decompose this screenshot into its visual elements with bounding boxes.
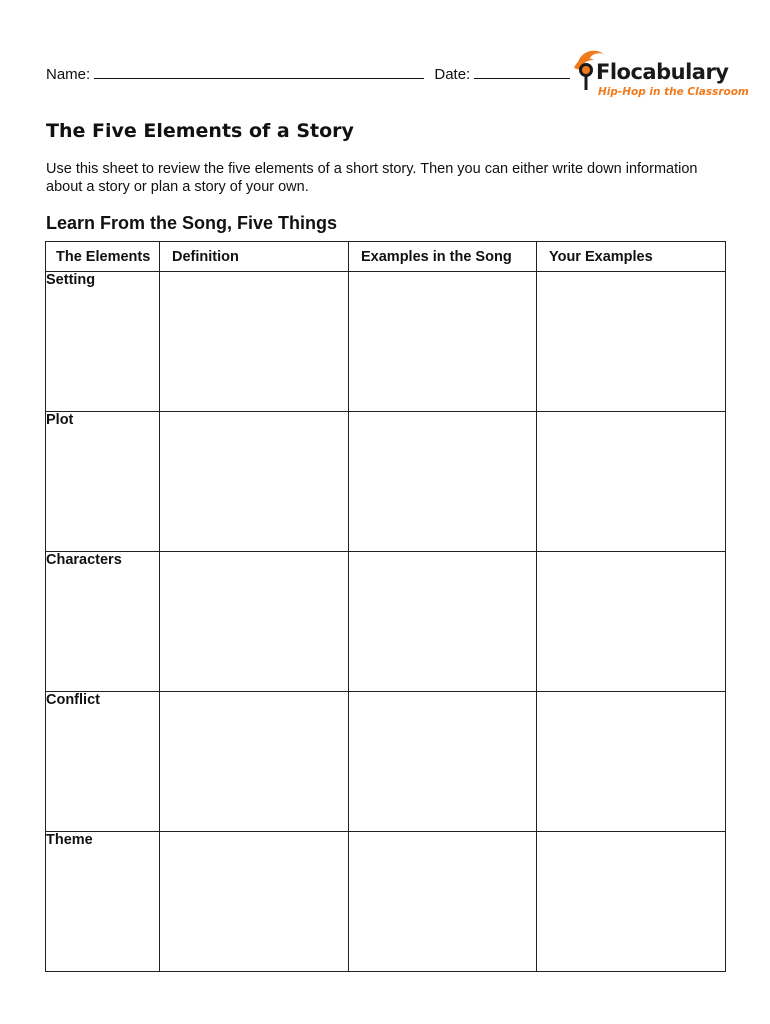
element-label: Theme: [46, 832, 160, 972]
table-row: [46, 692, 726, 832]
name-label: Name:: [46, 66, 91, 83]
date-label: Date:: [434, 66, 471, 83]
name-field[interactable]: [94, 64, 424, 79]
name-date-row: [46, 64, 570, 83]
logo-wordmark: Flocabulary: [596, 60, 729, 84]
definition-cell[interactable]: [160, 272, 349, 412]
table-row: [46, 832, 726, 972]
definition-cell[interactable]: [160, 832, 349, 972]
element-label: Setting: [46, 272, 160, 412]
your-examples-cell[interactable]: [537, 832, 726, 972]
page-title: The Five Elements of a Story: [46, 120, 354, 142]
definition-cell[interactable]: [160, 552, 349, 692]
song-examples-cell[interactable]: [349, 272, 537, 412]
table-header-row: [46, 242, 726, 272]
your-examples-cell[interactable]: [537, 692, 726, 832]
table-row: [46, 552, 726, 692]
elements-table: [45, 241, 726, 972]
table-row: [46, 272, 726, 412]
definition-cell[interactable]: [160, 692, 349, 832]
element-label: Conflict: [46, 692, 160, 832]
song-examples-cell[interactable]: [349, 412, 537, 552]
song-examples-cell[interactable]: [349, 552, 537, 692]
column-header: The Elements: [46, 242, 160, 272]
column-header: Examples in the Song: [349, 242, 537, 272]
song-examples-cell[interactable]: [349, 692, 537, 832]
instructions: Use this sheet to review the five elements of a short story. Then you can either write down information about a story or plan a story of your own.: [46, 161, 698, 195]
your-examples-cell[interactable]: [537, 412, 726, 552]
flocabulary-logo: [572, 44, 749, 100]
your-examples-cell[interactable]: [537, 272, 726, 412]
element-label: Characters: [46, 552, 160, 692]
table-row: [46, 412, 726, 552]
date-field[interactable]: [474, 64, 570, 79]
section-title: Learn From the Song, Five Things: [46, 213, 338, 233]
song-examples-cell[interactable]: [349, 832, 537, 972]
your-examples-cell[interactable]: [537, 552, 726, 692]
logo-tagline: Hip-Hop in the Classroom: [598, 86, 749, 98]
element-label: Plot: [46, 412, 160, 552]
column-header: Your Examples: [537, 242, 726, 272]
column-header: Definition: [160, 242, 349, 272]
definition-cell[interactable]: [160, 412, 349, 552]
